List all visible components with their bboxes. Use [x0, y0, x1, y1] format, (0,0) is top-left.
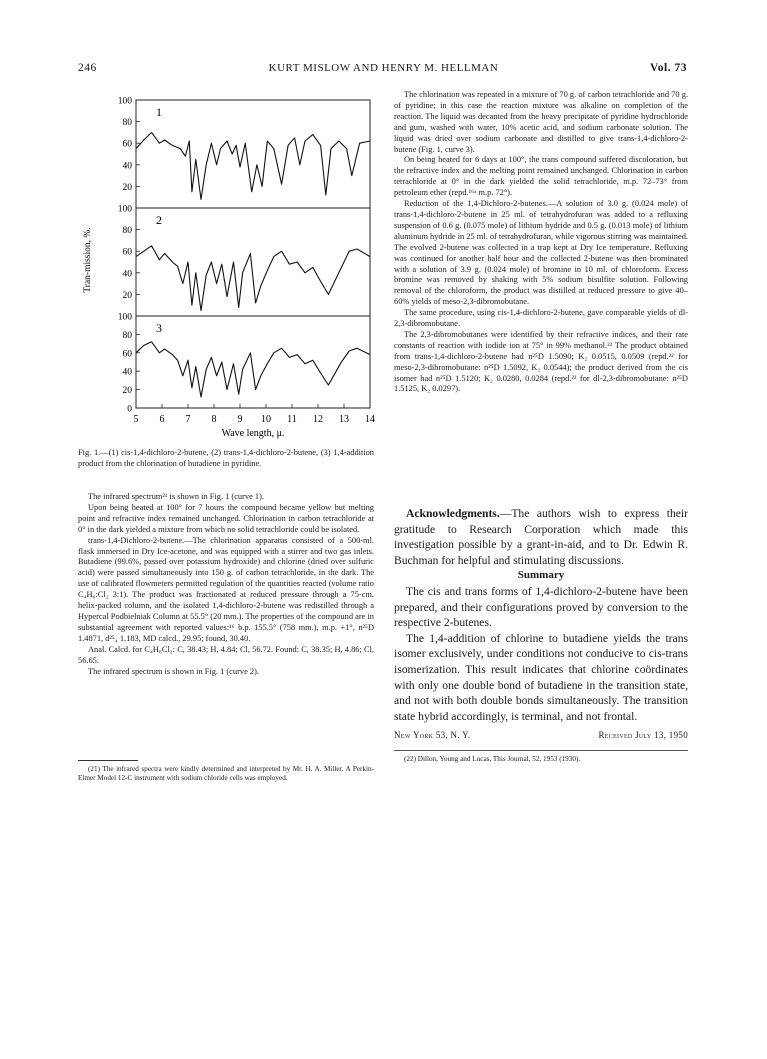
- left-paragraph: The infrared spectrum²¹ is shown in Fig. 1 (curve 1).: [88, 492, 264, 501]
- summary-paragraph: The 1,4-addition of chlorine to butadiene yields the trans isomer exclusively, under conditions not conducive to cis-trans isomerization. This result indicates that chlorine coördinates with only one double bond of butadiene in the transition state, and not with both double bonds simultaneously. The transition state hybrid accordingly, is terminal, and not frontal.: [394, 631, 688, 723]
- infrared-figure: [78, 90, 378, 440]
- ir-spectra-chart: [78, 90, 378, 440]
- caption-text: Fig. 1.—(1) cis-1,4-dichloro-2-butene, (2) trans-1,4-dichloro-2-butene, (3) 1,4-addition product from the chlorination of butadiene in pyridine.: [78, 448, 374, 468]
- y-tick-label: 100: [117, 96, 132, 107]
- acknowledgments-paragraph: [394, 506, 688, 568]
- acknowledgments-text: —The authors wish to express their gratitude to Research Corporation which made this investigation possible by a grant-in-aid, and to Dr. Edwin R. Buchman for helpful and stimulating discussions.: [394, 507, 688, 567]
- y-axis-label: Tran-mission, %.: [83, 227, 93, 293]
- left-column-body: [78, 492, 374, 677]
- running-head-authors: KURT MISLOW AND HENRY M. HELLMAN: [268, 62, 499, 74]
- y-tick-label: 0: [127, 404, 132, 415]
- page-number: 246: [78, 62, 97, 74]
- y-tick-label: 40: [122, 269, 132, 280]
- acknowledgments-section: [394, 506, 688, 764]
- y-tick-label: 80: [122, 226, 132, 237]
- figure-caption: [78, 448, 374, 470]
- summary-heading: Summary: [517, 569, 565, 582]
- x-tick-label: 11: [287, 414, 297, 425]
- x-tick-label: 5: [133, 414, 139, 425]
- right-paragraph: On being heated for 6 days at 100°, the trans compound suffered discoloration, but the refractive index and the melting point remained unchanged. Chlorination in carbon tetrachloride at 0° in the dark yielded the solid tetrachloride, m.p. 72–73° from petroleum ether (repd.¹⁶ᵃ m.p. 72°).: [394, 155, 688, 198]
- spectrum-curve-1: [136, 132, 370, 199]
- chart-frame: [136, 100, 370, 408]
- signature-place: New York 53, N. Y.: [394, 730, 471, 741]
- panel-label: 2: [156, 213, 162, 227]
- acknowledgments-heading: Acknowledgments.: [406, 507, 500, 520]
- panel-label: 1: [156, 105, 162, 119]
- left-paragraph: Upon being heated at 100° for 7 hours the compound became yellow but melting point and refractive index remained unchanged. Chlorination in carbon tetrachloride at 0° in the dark yielded a mixture from which no solid tetrachloride could be isolated.: [78, 502, 374, 534]
- spectrum-curve-2: [136, 246, 370, 311]
- left-paragraph: trans-1,4-Dichloro-2-butene.—The chlorination apparatus consisted of a 500-ml. flask immersed in Dry Ice-acetone, and was equipped with a stirrer and two gas inlets. Butadiene (99.6%, passed over potassium hydroxide) and chlorine (dried over sulfuric acid) were passed simultaneously into 150 g. of carbon tetrachloride, in the dark. The use of calibrated flowmeters permitted regulation of the quantities reacted (volume ratio C₄H₆:Cl₂ 3:1). The product was fractionated at reduced pressure through a 75-cm. helix-packed column, and the isolated 1,4-dichloro-2-butene was redistilled through a Hypercal Podbielniak Column at 55.5° (20 mm.). The properties of the compound are in substantial agreement with reported values:¹⁶ b.p. 155.5° (758 mm.), m.p. +1°, n²⁵D 1.4871, d²⁵₄ 1.183, MD calcd., 29.95; found, 30.40.: [78, 535, 374, 643]
- y-tick-label: 20: [122, 182, 132, 193]
- y-tick-label: 60: [122, 139, 132, 150]
- y-tick-label: 80: [122, 330, 132, 341]
- right-column-body: [394, 90, 688, 395]
- y-tick-label: 20: [122, 386, 132, 397]
- x-tick-label: 10: [261, 414, 271, 425]
- y-tick-label: 100: [117, 204, 132, 215]
- footnote-22: (22) Dillon, Young and Lucas, This Journal, 52, 1953 (1930).: [404, 754, 581, 763]
- left-footnote: [78, 754, 374, 784]
- right-paragraph: Reduction of the 1,4-Dichloro-2-butenes.—A solution of 3.0 g. (0.024 mole) of trans-1,4-dichloro-2-butene in 25 ml. of tetrahydrofuran was added to a refluxing suspension of 0.6 g. (0.075 mole) of lithium hydride and 0.5 g. (0.013 mole) of lithium aluminum hydride in 25 ml. of tetrahydrofuran, while vigorous stirring was maintained. The evolved 2-butene was collected in a trap kept at Dry Ice temperature. Refluxing was continued for another half hour and the collected 2-butene was then brominated with a solution of 3.9 g. (0.024 mole) of bromine in 10 ml. of chloroform. Excess bromine was removed by shaking with 5% sodium bisulfite solution. Following removal of the chloroform, the product was distilled at reduced pressure to give 40–60% yields of meso-2,3-dibromobutane.: [394, 199, 688, 307]
- right-paragraph: The 2,3-dibromobutanes were identified by their refractive indices, and their rate constants of reaction with iodide ion at 75° in 99% methanol.²² The product obtained from trans-1,4-dichloro-2-butene had n²⁵D 1.5090; K₂ 0.0515, 0.0509 (repd.²² for meso-2,3-dibromobutane: n²⁵D 1.5092, K₂ 0.0544); the product derived from the cis isomer had n²⁵D 1.5120; K₂ 0.0280, 0.0284 (repd.²² for dl-2,3-dibromobutane: n²⁵D 1.5125, K₂ 0.0297).: [394, 329, 688, 394]
- panel-label: 3: [156, 321, 162, 335]
- right-paragraph: The same procedure, using cis-1,4-dichloro-2-butene, gave comparable yields of dl-2,3-dibromobutane.: [394, 308, 688, 329]
- spectrum-curve-3: [136, 342, 370, 397]
- signature-received: Received July 13, 1950: [598, 730, 688, 741]
- x-tick-label: 9: [237, 414, 243, 425]
- y-tick-label: 60: [122, 247, 132, 258]
- y-tick-label: 20: [122, 290, 132, 301]
- x-tick-label: 13: [339, 414, 349, 425]
- y-tick-label: 80: [122, 118, 132, 129]
- left-paragraph: The infrared spectrum is shown in Fig. 1 (curve 2).: [88, 666, 259, 676]
- signature-line: [394, 728, 688, 744]
- footnote-rule: [394, 750, 688, 751]
- right-footnote: [394, 750, 688, 764]
- footnote-rule: [78, 760, 138, 761]
- x-axis-label: Wave length, μ.: [221, 428, 285, 439]
- y-tick-label: 40: [122, 161, 132, 172]
- right-paragraph: The chlorination was repeated in a mixture of 70 g. of carbon tetrachloride and 70 g. of pyridine; in this case the reaction mixture was alkaline on completion of the reaction. The liquid was decanted from the heavy precipitate of pyridine hydrochloride and gum, washed with water, 10% acetic acid, and sodium carbonate solution. The liquid was dried over sodium carbonate and distilled to give trans-1,4-dichloro-2-butene (Fig. 1, curve 3).: [394, 90, 688, 154]
- x-tick-label: 12: [313, 414, 323, 425]
- x-tick-label: 14: [365, 414, 375, 425]
- volume-label: Vol. 73: [650, 62, 687, 74]
- x-tick-label: 8: [211, 414, 217, 425]
- left-paragraph: Anal. Calcd. for C₄H₆Cl₂: C, 38.43; H, 4.84; Cl, 56.72. Found: C, 38.35; H, 4.86; Cl, 56.65.: [78, 644, 374, 665]
- x-tick-label: 6: [159, 414, 165, 425]
- x-tick-label: 7: [185, 414, 191, 425]
- footnote-21: (21) The infrared spectra were kindly determined and interpreted by Mr. H. A. Miller. A Perkin-Elmer Model 12-C instrument with sodium chloride cells was employed.: [78, 765, 374, 783]
- summary-paragraph: The cis and trans forms of 1,4-dichloro-2-butene have been prepared, and their configurations proved by conversion to the respective 2-butenes.: [394, 584, 688, 630]
- y-tick-label: 40: [122, 367, 132, 378]
- y-tick-label: 100: [117, 312, 132, 323]
- y-tick-label: 60: [122, 349, 132, 360]
